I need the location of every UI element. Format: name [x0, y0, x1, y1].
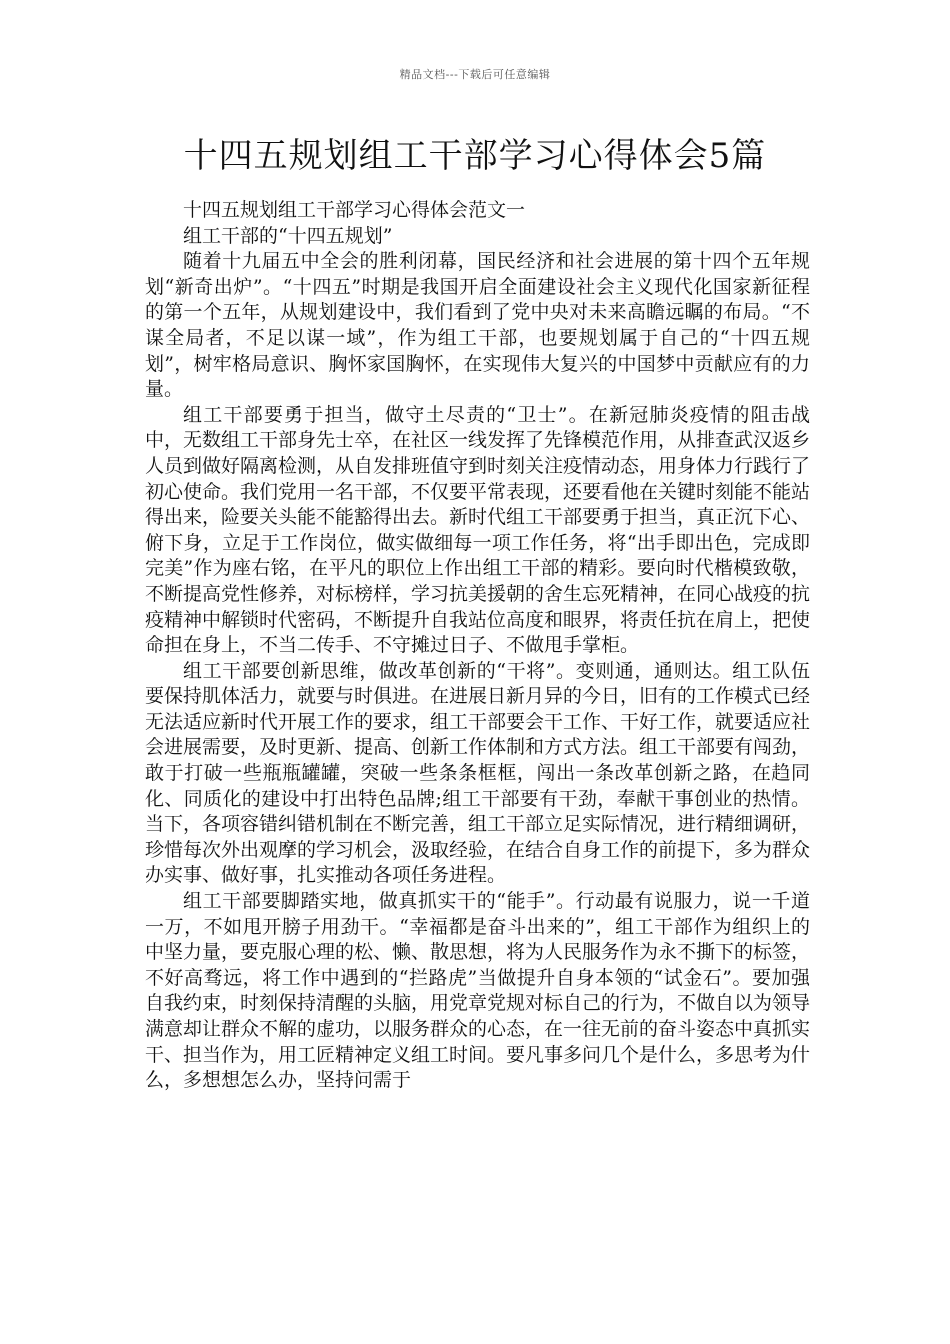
body-paragraph: 组工干部要脚踏实地，做真抓实干的“能手”。行动最有说服力，说一千道一万，不如甩开膀子用劲干。“幸福都是奋斗出来的”，组工干部作为组织上的中坚力量，要克服心理的松、懒、散思想，将为人民服务作为永不撕下的标签，不好高骛远，将工作中遇到的“拦路虎”当做提升自身本领的“试金石”。要加强自我约束，时刻保持清醒的头脑，用党章党规对标自己的行为，不做自以为领导满意却让群众不解的虚功，以服务群众的心态，在一往无前的奋斗姿态中真抓实干、担当作为，用工匠精神定义组工时间。要凡事多问几个是什么，多思考为什么，多想想怎么办，坚持问需于 — [145, 890, 811, 1092]
section-heading: 组工干部的“十四五规划” — [183, 224, 393, 247]
header-note: 精品文档---下载后可任意编辑 — [399, 68, 551, 81]
article-subtitle: 十四五规划组工干部学习心得体会范文一 — [183, 199, 526, 221]
body-paragraph: 随着十九届五中全会的胜利闭幕，国民经济和社会进展的第十四个五年规划“新奇出炉”。“十四五”时期是我国开启全面建设社会主义现代化国家新征程的第一个五年，从规划建设中，我们看到了党中央对未来高瞻远瞩的布局。“不谋全局者，不足以谋一域”，作为组工干部，也要规划属于自己的“十四五规划”，树牢格局意识、胸怀家国胸怀，在实现伟大复兴的中国梦中贡献应有的力量。 — [145, 250, 810, 401]
body-paragraph: 组工干部要勇于担当，做守土尽责的“卫士”。在新冠肺炎疫情的阻击战中，无数组工干部身先士卒，在社区一线发挥了先锋模范作用，从排查武汉返乡人员到做好隔离检测，从自发排班值守到时刻关注疫情动态，用身体力行践行了初心使命。我们党用一名干部，不仅要平常表现，还要看他在关键时刻能不能站得出来，险要关头能不能豁得出去。新时代组工干部要勇于担当，真正沉下心、俯下身，立足于工作岗位，做实做细每一项工作任务，将“出手即出色，完成即完美”作为座右铭，在平凡的职位上作出组工干部的精彩。要向时代楷模致敬，不断提高党性修养，对标榜样，学习抗美援朝的舍生忘死精神，在同心战疫的抗疫精神中解锁时代密码，不断提升自我站位高度和眼界，将责任抗在肩上，把使命担在身上，不当二传手、不守摊过日子、不做甩手掌柜。 — [145, 403, 811, 657]
document-body — [145, 198, 810, 1094]
body-paragraph: 组工干部要创新思维，做改革创新的“干将”。变则通，通则达。组工队伍要保持肌体活力，就要与时俱进。在进展日新月异的今日，旧有的工作模式已经无法适应新时代开展工作的要求，组工干部要会干工作、干好工作，就要适应社会进展需要，及时更新、提高、创新工作体制和方式方法。组工干部要有闯劲，敢于打破一些瓶瓶罐罐，突破一些条条框框，闯出一条改革创新之路，在趋同化、同质化的建设中打出特色品牌;组工干部要有干劲，奉献干事创业的热情。当下，各项容错纠错机制在不断完善，组工干部立足实际情况，进行精细调研，珍惜每次外出观摩的学习机会，汲取经验，在结合自身工作的前提下，多为群众办实事、做好事，扎实推动各项任务进程。 — [145, 659, 811, 887]
document-title: 十四五规划组工干部学习心得体会5篇 — [183, 136, 767, 176]
